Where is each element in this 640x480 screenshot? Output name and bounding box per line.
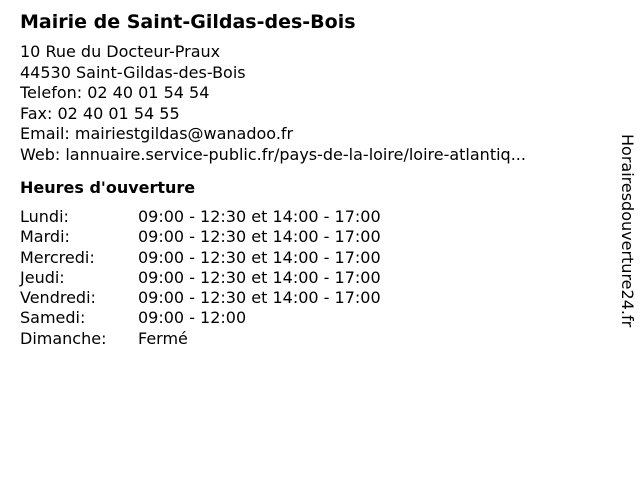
phone-line: Telefon: 02 40 01 54 54 bbox=[20, 83, 210, 102]
hours-row-monday bbox=[20, 207, 600, 227]
time-value: 09:00 - 12:30 et 14:00 - 17:00 bbox=[138, 267, 381, 287]
time-value: 09:00 - 12:30 et 14:00 - 17:00 bbox=[138, 227, 381, 247]
day-label: Dimanche: bbox=[20, 328, 107, 348]
hours-row-sunday bbox=[20, 329, 600, 349]
day-label: Samedi: bbox=[20, 308, 86, 328]
time-value: 09:00 - 12:00 bbox=[138, 308, 247, 328]
address-street: 10 Rue du Docteur-Praux bbox=[20, 42, 221, 61]
time-value: 09:00 - 12:30 et 14:00 - 17:00 bbox=[138, 288, 381, 308]
email-line: Email: mairiestgildas@wanadoo.fr bbox=[20, 124, 294, 143]
time-value: 09:00 - 12:30 et 14:00 - 17:00 bbox=[138, 247, 381, 267]
time-value: 09:00 - 12:30 et 14:00 - 17:00 bbox=[138, 207, 381, 226]
address-city: 44530 Saint-Gildas-des-Bois bbox=[20, 62, 246, 82]
hours-row-tuesday bbox=[20, 227, 600, 247]
day-label: Jeudi: bbox=[20, 267, 65, 287]
hours-row-saturday bbox=[20, 308, 600, 328]
contact-info bbox=[20, 42, 600, 165]
day-label: Vendredi: bbox=[20, 288, 96, 308]
time-value: Fermé bbox=[138, 328, 188, 348]
business-title: Mairie de Saint-Gildas-des-Bois bbox=[20, 11, 356, 33]
business-card bbox=[20, 9, 600, 349]
day-label: Mercredi: bbox=[20, 247, 95, 267]
hours-row-wednesday bbox=[20, 248, 600, 268]
day-label: Lundi: bbox=[20, 207, 69, 226]
fax-line: Fax: 02 40 01 54 55 bbox=[20, 103, 180, 123]
opening-hours-title: Heures d'ouverture bbox=[20, 178, 196, 197]
day-label: Mardi: bbox=[20, 227, 70, 247]
opening-hours-table bbox=[20, 207, 600, 349]
hours-row-thursday bbox=[20, 268, 600, 288]
hours-row-friday bbox=[20, 288, 600, 308]
watermark-text: Horairesdouverture24.fr bbox=[618, 134, 637, 328]
web-line: Web: lannuaire.service-public.fr/pays-de-la-loire/loire-atlantiq... bbox=[20, 144, 526, 164]
